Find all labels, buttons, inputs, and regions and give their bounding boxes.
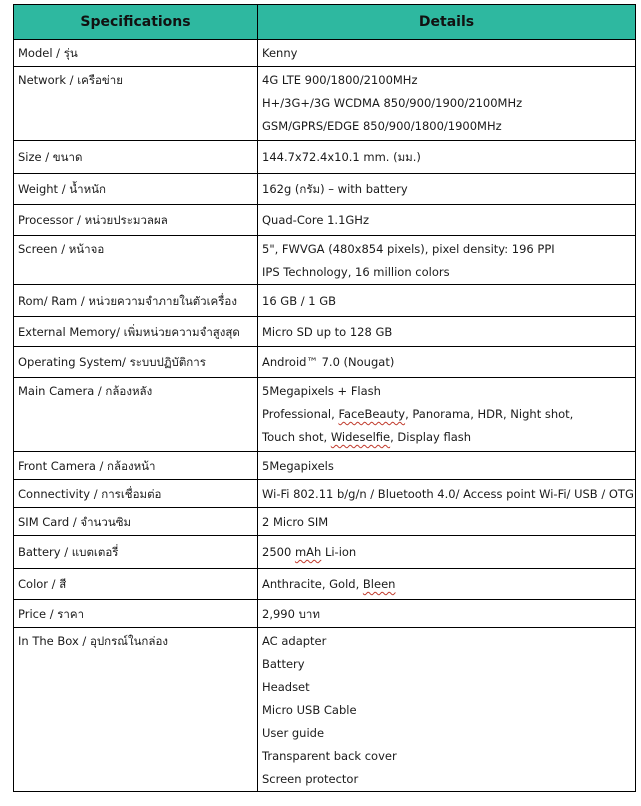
detail-line: Quad-Core 1.1GHz <box>262 213 369 227</box>
detail-line: H+/3G+/3G WCDMA 850/900/1900/2100MHz <box>262 96 523 110</box>
spec-label: Price / ราคา <box>14 600 258 628</box>
detail-line: Transparent back cover <box>262 749 397 763</box>
detail-line: 2 Micro SIM <box>262 514 329 529</box>
spec-details <box>258 285 636 317</box>
spec-label: Network / เครือข่าย <box>14 67 258 141</box>
table-row <box>14 317 636 347</box>
spec-details <box>258 347 636 378</box>
detail-line: Micro USB Cable <box>262 703 357 717</box>
spec-label: Processor / หน่วยประมวลผล <box>14 205 258 236</box>
table-row <box>14 569 636 600</box>
spec-details <box>258 378 636 452</box>
table-row <box>14 205 636 236</box>
detail-line: Screen protector <box>262 772 359 786</box>
table-row <box>14 536 636 569</box>
spec-details <box>258 600 636 628</box>
spec-label: Model / รุ่น <box>14 40 258 67</box>
spec-details <box>258 67 636 141</box>
spec-label: SIM Card / จำนวนซิม <box>14 508 258 536</box>
spec-label: Connectivity / การเชื่อมต่อ <box>14 480 258 508</box>
spec-label: Battery / แบตเตอรี่ <box>14 536 258 569</box>
spec-details <box>258 569 636 600</box>
table-row <box>14 174 636 205</box>
table-row <box>14 347 636 378</box>
table-row <box>14 452 636 480</box>
table-body <box>14 40 636 792</box>
detail-line: 5Megapixels + Flash <box>262 384 381 398</box>
detail-line: Battery <box>262 657 305 671</box>
detail-line: 5", FWVGA (480x854 pixels), pixel density: 196 PPI <box>262 242 555 256</box>
table-row <box>14 67 636 141</box>
spec-label: In The Box / อุปกรณ์ในกล่อง <box>14 628 258 792</box>
table-row <box>14 285 636 317</box>
spellcheck-underline: Bleen <box>362 577 396 591</box>
detail-line: IPS Technology, 16 million colors <box>262 265 450 279</box>
detail-line: Kenny <box>262 46 298 60</box>
detail-line: Android™ 7.0 (Nougat) <box>262 355 395 369</box>
spec-label: Weight / น้ำหนัก <box>14 174 258 205</box>
header-specifications: Specifications <box>14 5 258 40</box>
table-row <box>14 628 636 792</box>
spec-details <box>258 628 636 792</box>
detail-line: 16 GB / 1 GB <box>262 293 337 308</box>
spec-details <box>258 317 636 347</box>
spellcheck-underline: mAh <box>294 545 322 559</box>
table-row <box>14 508 636 536</box>
detail-line: Anthracite, Gold, Bleen <box>262 577 396 591</box>
detail-line: Wi-Fi 802.11 b/g/n / Bluetooth 4.0/ Access point Wi-Fi/ USB / OTG <box>262 486 634 501</box>
detail-line: 4G LTE 900/1800/2100MHz <box>262 73 418 87</box>
spellcheck-underline: Wideselfie <box>330 430 391 444</box>
detail-line: GSM/GPRS/EDGE 850/900/1800/1900MHz <box>262 119 502 133</box>
table-row <box>14 378 636 452</box>
spec-label: Color / สี <box>14 569 258 600</box>
detail-line: Headset <box>262 680 310 694</box>
table-row <box>14 141 636 174</box>
spec-details <box>258 480 636 508</box>
detail-line: Micro SD up to 128 GB <box>262 324 393 339</box>
table-row <box>14 600 636 628</box>
spec-label: Screen / หน้าจอ <box>14 236 258 285</box>
spec-label: Size / ขนาด <box>14 141 258 174</box>
spec-details <box>258 174 636 205</box>
spec-label: Main Camera / กล้องหลัง <box>14 378 258 452</box>
spec-details <box>258 141 636 174</box>
spec-details <box>258 40 636 67</box>
detail-line: 2500 mAh Li-ion <box>262 545 357 559</box>
detail-line: AC adapter <box>262 634 327 648</box>
header-details: Details <box>258 5 636 40</box>
specifications-table <box>13 4 636 792</box>
spec-details <box>258 205 636 236</box>
spec-details <box>258 236 636 285</box>
spec-details <box>258 536 636 569</box>
detail-line: User guide <box>262 726 325 740</box>
table-header-row <box>14 5 636 40</box>
spec-details <box>258 508 636 536</box>
detail-line: Touch shot, Wideselfie, Display flash <box>262 430 472 444</box>
detail-line: 162g (กรัม) – with battery <box>262 182 408 196</box>
detail-line: 144.7x72.4x10.1 mm. (มม.) <box>262 150 421 164</box>
detail-line: 5Megapixels <box>262 458 334 473</box>
table-row <box>14 480 636 508</box>
detail-line: 2,990 บาท <box>262 606 320 621</box>
spec-label: Front Camera / กล้องหน้า <box>14 452 258 480</box>
table-row <box>14 236 636 285</box>
spec-details <box>258 452 636 480</box>
table-row <box>14 40 636 67</box>
spec-label: Rom/ Ram / หน่วยความจำภายในตัวเครื่อง <box>14 285 258 317</box>
spec-label: External Memory/ เพิ่มหน่วยความจำสูงสุด <box>14 317 258 347</box>
spellcheck-underline: FaceBeauty <box>338 407 406 421</box>
spec-label: Operating System/ ระบบปฏิบัติการ <box>14 347 258 378</box>
detail-line: Professional, FaceBeauty, Panorama, HDR, Night shot, <box>262 407 574 421</box>
